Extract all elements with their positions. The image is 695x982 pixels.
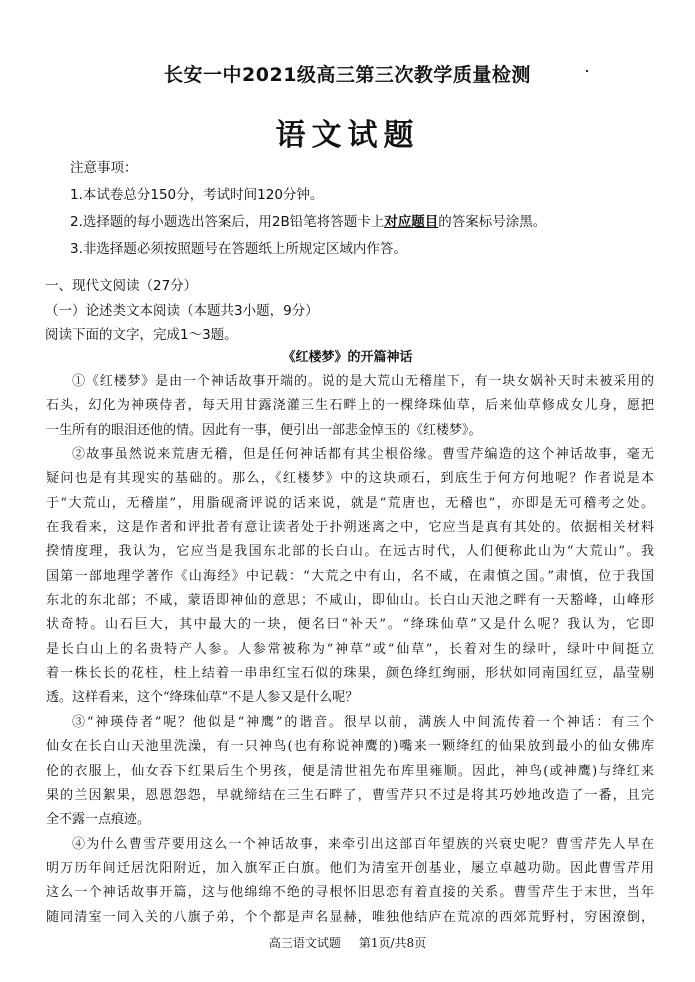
- article-line: 透。这样看来，这个“绛珠仙草”不是人参又是什么呢？: [46, 690, 359, 706]
- article-line: 国第一部地理学著作《山海经》中记载：“大荒之中有山，名不咸，在肃慎之国。”肃慎，位于我国: [46, 568, 654, 584]
- article-line: ②故事虽然说来荒唐无稽，但是任何神话都有其尘根俗缘。曹雪芹编造的这个神话故事，毫无: [72, 447, 654, 463]
- article-line: 东北的东北部；不咸，蒙语即神仙的意思；不咸山，即仙山。长白山天池之畔有一天豁峰，山峰形: [46, 593, 654, 609]
- article-line: 在我看来，这是作者和评批者有意让读者处于扑朔迷离之中，它应当是真有其处的。依据相关材料: [46, 520, 654, 536]
- reading-instruction: 阅读下面的文字，完成1～3题。: [45, 327, 238, 343]
- article-line: 疑问也是有其现实的基础的。那么，《红楼梦》中的这块顽石，到底生于何方何地呢？作者说是本: [46, 471, 654, 487]
- article-line: ④为什么曹雪芹要用这么一个神话故事，来牵引出这部百年望族的兴衰史呢？曹雪芹先人早在: [72, 836, 654, 852]
- article-line: 揆情度理，我认为，它应当是我国东北部的长白山。在远古时代，人们便称此山为“大荒山”。我: [46, 544, 654, 560]
- notice-item-3: 3.非选择题必须按照题号在答题纸上所规定区域内作答。: [70, 241, 407, 257]
- notice-block: [70, 155, 546, 263]
- article-line: 仙女在长白山天池里洗澡，有一只神鸟(也有称说神鹰的)嘴来一颗绛红的仙果放到最小的仙女佛库: [46, 739, 654, 755]
- article-line: 伦的衣服上，仙女吞下红果后生个男孩，便是清世祖先布库里雍顺。因此，神鸟(或神鹰)与绛红来: [46, 763, 654, 779]
- article-line: 一生所有的眼泪还他的情。因此有一事，便引出一部悲金悼玉的《红楼梦》。: [46, 422, 482, 438]
- article-line: ③“神瑛侍者”呢？他似是“神鹰”的谐音。很早以前，满族人中间流传着一个神话：有三个: [72, 714, 654, 730]
- notice-item-2: [70, 209, 546, 236]
- article-line: 明万历年间迁居沈阳附近，加入旗军正白旗。他们为清室开创基业，屡立卓越功勋。因此曹雪芹用: [46, 860, 654, 876]
- stray-dot: [586, 70, 588, 72]
- notice-item-2-after: 的答案标号涂黑。: [438, 214, 547, 230]
- notice-heading: 注意事项：: [70, 160, 138, 176]
- article-line: 状奇特。山石巨大，其中最大的一块，便名曰“补天”。“绛珠仙草”又是什么呢？我认为，它即: [46, 617, 654, 633]
- page-footer: [0, 934, 695, 951]
- footer-label: 高三语文试题: [268, 936, 341, 950]
- notice-item-2-emphasis: 对应题目: [384, 214, 439, 230]
- article-line: 全不露一点痕迹。: [46, 812, 151, 828]
- notice-item-2-before: 2.选择题的每小题选出答案后，用2B铅笔将答题卡上: [70, 214, 385, 230]
- article-line: 石头，幻化为神瑛侍者，每天用甘露浇灌三生石畔上的一棵绛珠仙草，后来仙草修成女儿身，愿把: [46, 398, 654, 414]
- exam-title: 长安一中2021级高三第三次教学质量检测: [164, 64, 531, 86]
- article-line: 着一株长长的花柱，柱上结着一串串红宝石似的珠果，颜色绛红绚丽，形状如同南国红豆，晶莹剔: [46, 666, 654, 682]
- article-line: 是长白山上的名贵特产人参。人参常被称为“神草”或“仙草”，长着对生的绿叶，绿叶中间挺立: [46, 641, 654, 657]
- notice-item-1: 1.本试卷总分150分，考试时间120分钟。: [70, 187, 324, 203]
- subject-title: 语文试题: [275, 118, 420, 153]
- article-title: 《红楼梦》的开篇神话: [282, 350, 413, 365]
- footer-page-number: 第1页/共8页: [358, 936, 427, 950]
- article-line: 这么一个神话故事开篇，这与他绵绵不绝的寻根怀旧思恋有着直接的关系。曹雪芹生于末世，当年: [46, 885, 654, 901]
- article-line: 果的兰因絮果，恩恩怨怨，早就缔结在三生石畔了，曹雪芹只不过是将其巧妙地改造了一番，且完: [46, 787, 654, 803]
- subsection-heading: （一）论述类文本阅读（本题共3小题，9分）: [45, 303, 319, 319]
- section-heading: 一、现代文阅读（27分）: [45, 278, 198, 294]
- article-body: [46, 370, 654, 930]
- article-line: 于“大荒山，无稽崖”，用脂砚斋评说的话来说，就是“荒唐也，无稽也”，亦即是无可稽考之处。: [46, 495, 654, 511]
- article-line: 随同清室一同入关的八旗子弟，个个都是声名显赫，唯独他结庐在荒凉的西郊荒野村，穷困潦倒，: [46, 909, 654, 925]
- article-line: ①《红楼梦》是由一个神话故事开端的。说的是大荒山无稽崖下，有一块女娲补天时未被采用的: [72, 374, 654, 389]
